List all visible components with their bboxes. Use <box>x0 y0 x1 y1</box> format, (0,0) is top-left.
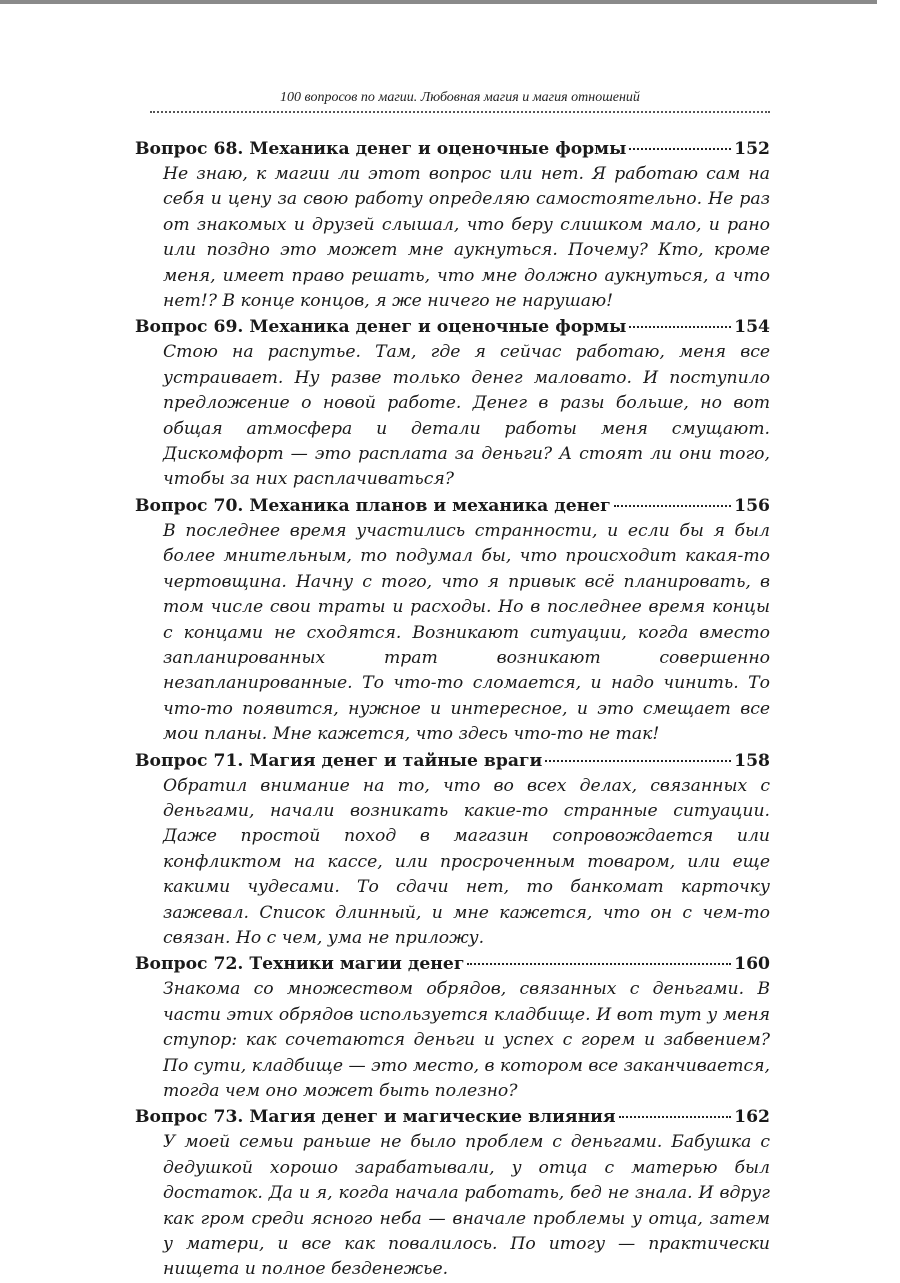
toc-entry-description: Не знаю, к магии ли этот вопрос или нет. Я работаю сам на себя и цену за свою работу определяю самостоятельно. Не раз от знакомых и друзей слышал, что беру слишком мало, и рано или поздно это может мне аукнуться. Почему? Кто, кроме меня, имеет право решать, что мне должно аукнуться, а что нет!? В конце концов, я же ничего не нарушаю! <box>163 164 770 312</box>
toc-entry-69 <box>135 314 770 492</box>
toc-page-number: 154 <box>734 317 770 338</box>
toc-entry-70 <box>135 493 770 748</box>
toc-entry-title: Вопрос 71. Магия денег и тайные враги <box>135 750 543 771</box>
toc-entry-description: Стою на распутье. Там, где я сейчас работаю, меня все устраивает. Ну разве только денег маловато. И поступило предложение о новой работе. Денег в разы больше, но вот общая атмосфера и детали работы меня смущают. Дискомфорт — это расплата за деньги? А стоят ли они того, чтобы за них расплачиваться? <box>163 342 770 490</box>
toc-entry-71 <box>135 748 770 952</box>
toc-entry-description: У моей семьи раньше не было проблем с деньгами. Бабушка с дедушкой хорошо зарабатывали, у отца с матерью был достаток. Да и я, когда начала работать, бед не знала. И вдруг как гром среди ясного неба — вначале проблемы у отца, затем у матери, и все как повалилось. По итогу — практически нищета и полное безденежье. <box>163 1132 770 1280</box>
toc-page-number: 158 <box>734 750 770 771</box>
toc-entry-73 <box>135 1104 770 1282</box>
toc-entry-title: Вопрос 68. Механика денег и оценочные формы <box>135 139 627 159</box>
dot-leader <box>629 326 731 328</box>
toc-entry-description: Знакома со множеством обрядов, связанных с деньгами. В части этих обрядов используется кладбище. И вот тут у меня ступор: как сочетаются деньги и успех с горем и забвением? По сути, кладбище — это место, в котором все заканчивается, тогда чем оно может быть полезно? <box>163 979 770 1101</box>
running-header: 100 вопросов по магии. Любовная магия и магия отношений <box>280 90 640 105</box>
dot-leader <box>614 505 731 507</box>
toc-page-number: 152 <box>734 139 770 159</box>
toc-entry-title: Вопрос 72. Техники магии денег <box>135 954 465 975</box>
toc-entry-title-row[interactable] <box>135 136 770 162</box>
dot-leader <box>545 760 731 762</box>
toc-entry-title-row[interactable] <box>135 951 770 977</box>
toc-entry-68 <box>135 136 770 314</box>
toc-entry-title: Вопрос 70. Механика планов и механика денег <box>135 495 611 516</box>
toc-entry-72 <box>135 951 770 1104</box>
toc-page-number: 160 <box>734 954 770 975</box>
toc-entry-title: Вопрос 69. Механика денег и оценочные формы <box>135 317 627 338</box>
dot-leader <box>629 148 731 150</box>
dot-leader <box>467 963 731 965</box>
toc-entry-title-row[interactable] <box>135 748 770 774</box>
toc-entry-title-row[interactable] <box>135 1104 770 1130</box>
top-border-line <box>0 0 877 4</box>
toc-entry-description: В последнее время участились странности, и если бы я был более мнительным, то подумал бы, что происходит какая-то чертовщина. Начну с того, что я привык всё планировать, в том числе свои траты и расходы. Но в последнее время концы с концами не сходятся. Возникают ситуации, когда вместо запланированных трат возникают совершенно незапланированные. То что-то сломается, и надо чинить. То что-то появится, нужное и интересное, и это смещает все мои планы. Мне кажется, что здесь что-то не так! <box>163 520 770 745</box>
dot-leader <box>619 1116 732 1118</box>
toc-page-number: 156 <box>734 495 770 516</box>
header-dotted-rule <box>150 111 770 113</box>
toc-entry-title: Вопрос 73. Магия денег и магические влияния <box>135 1107 616 1128</box>
toc-entry-title-row[interactable] <box>135 314 770 340</box>
toc-page-number: 162 <box>734 1107 770 1128</box>
table-of-contents <box>135 136 770 1283</box>
toc-entry-description: Обратил внимание на то, что во всех делах, связанных с деньгами, начали возникать какие-то странные ситуации. Даже простой поход в магазин сопровождается или конфликтом на кассе, или просроченным товаром, или еще какими чудесами. То сдачи нет, то банкомат карточку зажевал. Список длинный, и мне кажется, что он с чем-то связан. Но с чем, ума не приложу. <box>163 775 770 948</box>
toc-entry-title-row[interactable] <box>135 493 770 519</box>
